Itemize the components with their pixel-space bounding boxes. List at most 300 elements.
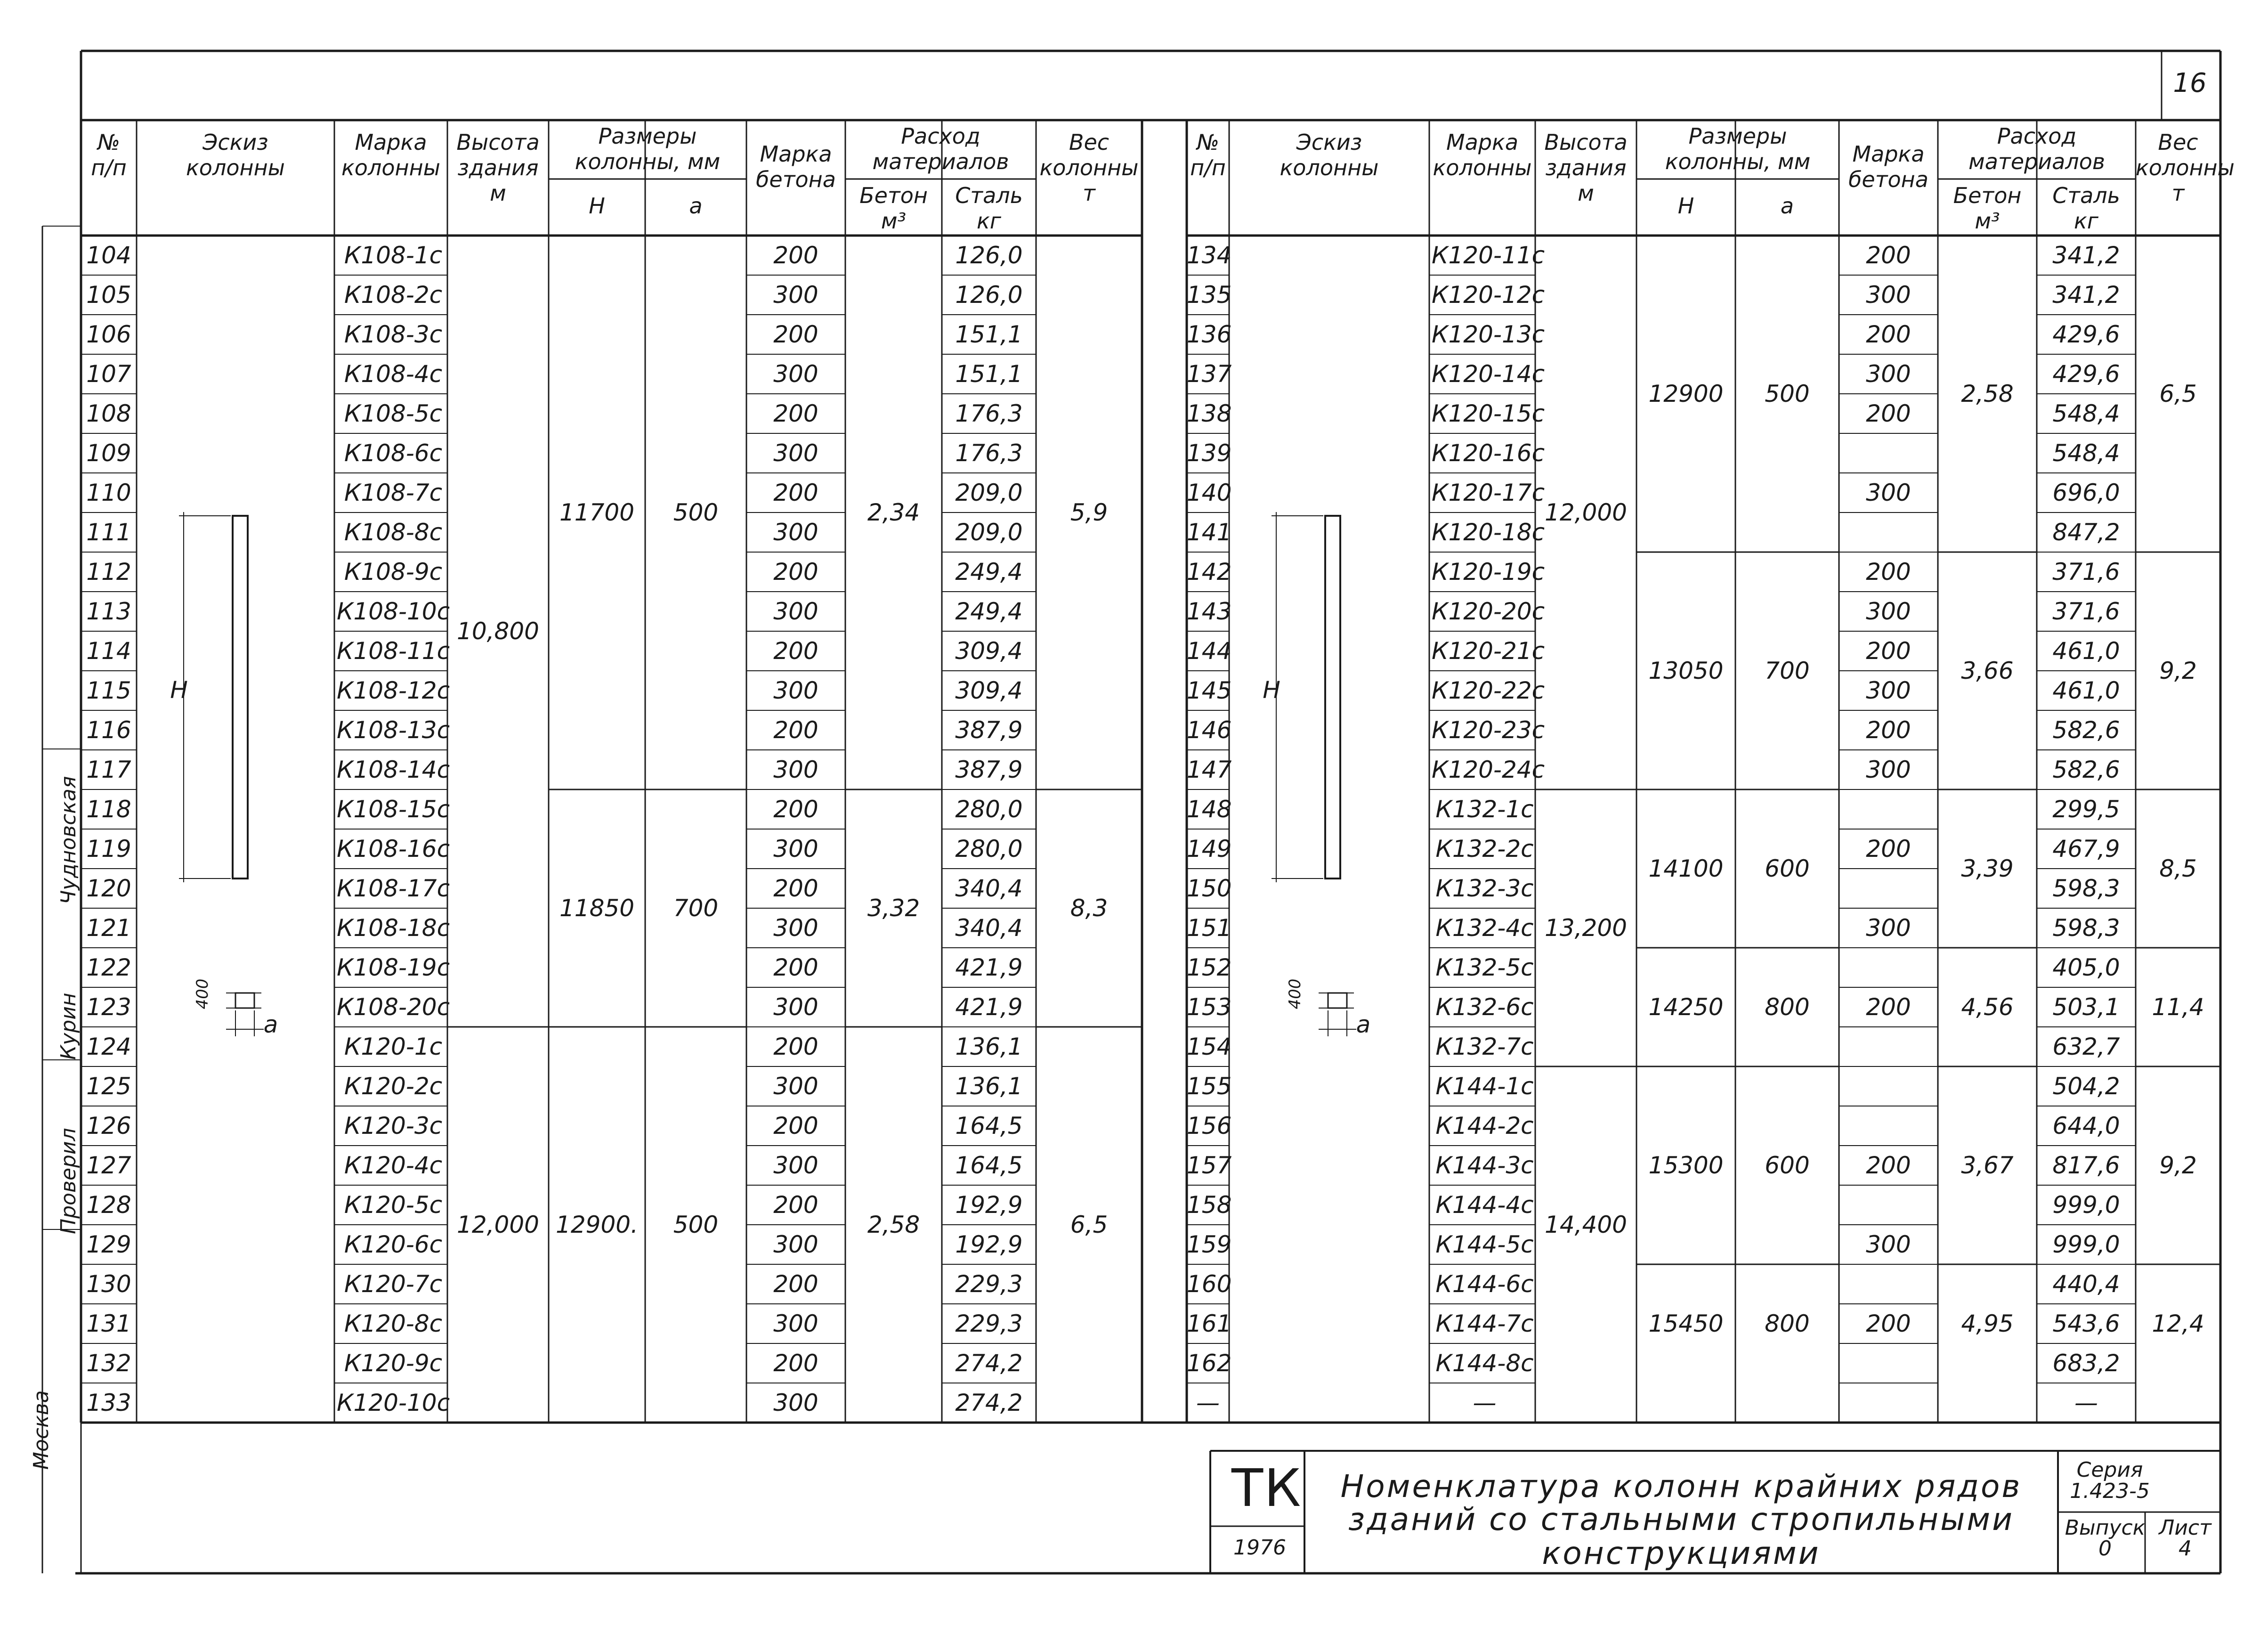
group-H: 14100	[1648, 855, 1724, 882]
row-num: 157	[1187, 1152, 1232, 1179]
row-num: 156	[1187, 1112, 1232, 1139]
row-num: 140	[1187, 479, 1232, 506]
row-mark: К120-21с	[1432, 637, 1545, 665]
row-steel: 461,0	[2052, 637, 2120, 665]
row-concrete-grade: 200	[1866, 242, 1911, 269]
row-steel: 280,0	[955, 796, 1023, 823]
row-steel: 309,4	[955, 677, 1023, 704]
row-steel: 387,9	[955, 716, 1023, 744]
group-a: 700	[1765, 657, 1810, 684]
title-line-3: конструкциями	[1542, 1535, 1821, 1571]
series-label: Серия	[2076, 1458, 2143, 1482]
group-concrete: 3,39	[1961, 855, 2014, 882]
row-num: 116	[86, 716, 131, 744]
row-steel: 429,6	[2052, 360, 2120, 388]
group-concrete: 4,95	[1961, 1310, 2014, 1337]
row-concrete-grade: 200	[1866, 716, 1911, 744]
row-mark: —	[1473, 1389, 1497, 1416]
row-steel: 151,1	[955, 321, 1023, 348]
row-mark: К144-1с	[1435, 1073, 1534, 1100]
column-section	[235, 993, 254, 1008]
row-concrete-grade: 200	[1866, 558, 1911, 586]
row-concrete-grade: 300	[773, 1231, 818, 1258]
group-H: 12900.	[556, 1211, 638, 1238]
group-weight: 9,2	[2159, 1152, 2197, 1179]
header-sizes: Размеры колонны, мм	[575, 123, 721, 174]
row-steel: 249,4	[955, 598, 1023, 625]
row-num: 145	[1187, 677, 1232, 704]
row-steel: 136,1	[955, 1033, 1023, 1060]
group-H: 15450	[1648, 1310, 1724, 1337]
row-mark: К120-12с	[1432, 281, 1545, 309]
row-num: 148	[1187, 796, 1232, 823]
row-steel: 503,1	[2052, 993, 2120, 1021]
row-concrete-grade: 300	[773, 1152, 818, 1179]
header-height: Высота здания м	[456, 130, 540, 206]
row-steel: 582,6	[2052, 756, 2120, 783]
issue-value: 0	[2098, 1537, 2112, 1561]
row-mark: К120-9с	[344, 1350, 443, 1377]
group-concrete: 2,58	[1961, 380, 2014, 407]
row-num: 146	[1187, 716, 1232, 744]
row-steel: 341,2	[2052, 242, 2120, 269]
row-concrete-grade: 200	[1866, 321, 1911, 348]
row-num: —	[1196, 1389, 1220, 1416]
tk-stamp: ТК	[1231, 1458, 1302, 1518]
row-steel: 341,2	[2052, 281, 2120, 309]
row-mark: К120-11с	[1432, 242, 1545, 269]
row-num: 150	[1187, 875, 1232, 902]
header-mark: Марка колонны	[341, 130, 440, 180]
row-num: 160	[1187, 1270, 1232, 1298]
group-concrete: 3,66	[1961, 657, 2014, 684]
row-num: 158	[1187, 1191, 1232, 1219]
sheet-number: 16	[2173, 68, 2207, 98]
row-num: 115	[86, 677, 131, 704]
row-num: 130	[86, 1270, 131, 1298]
header-steel: Сталь кг	[955, 183, 1023, 234]
row-steel: 176,3	[955, 400, 1023, 427]
header-concrete: Бетон м³	[859, 183, 928, 234]
group-a: 500	[673, 499, 719, 526]
row-num: 119	[86, 835, 131, 862]
dim-label-400: 400	[1286, 978, 1304, 1009]
group-H: 14250	[1648, 993, 1724, 1021]
row-steel: 696,0	[2052, 479, 2120, 506]
row-concrete-grade: 200	[1866, 400, 1911, 427]
group-weight: 8,5	[2159, 855, 2197, 882]
group-a: 800	[1765, 1310, 1810, 1337]
row-mark: К108-18с	[337, 914, 450, 942]
row-concrete-grade: 200	[773, 875, 818, 902]
series-value: 1.423-5	[2070, 1479, 2150, 1503]
header-consumption: Расход материалов	[1968, 123, 2105, 174]
row-mark: К144-2с	[1435, 1112, 1534, 1139]
column-sketch	[233, 516, 248, 879]
row-mark: К144-3с	[1435, 1152, 1534, 1179]
row-mark: К108-20с	[337, 993, 450, 1021]
row-num: 139	[1187, 439, 1232, 467]
row-num: 108	[86, 400, 131, 427]
row-mark: К120-7с	[344, 1270, 443, 1298]
row-concrete-grade: 300	[1866, 598, 1911, 625]
row-num: 143	[1187, 598, 1232, 625]
row-concrete-grade: 300	[1866, 281, 1911, 309]
row-concrete-grade: 200	[773, 1270, 818, 1298]
row-concrete-grade: 300	[773, 1389, 818, 1416]
group-a: 700	[673, 895, 719, 922]
row-steel: 999,0	[2052, 1231, 2120, 1258]
row-concrete-grade: 200	[773, 796, 818, 823]
group-a: 800	[1765, 993, 1810, 1021]
row-num: 161	[1187, 1310, 1232, 1337]
row-concrete-grade: 200	[773, 637, 818, 665]
row-steel: 548,4	[2052, 400, 2120, 427]
row-num: 125	[86, 1073, 131, 1100]
row-num: 134	[1187, 242, 1232, 269]
row-steel: 421,9	[955, 954, 1023, 981]
row-num: 129	[86, 1231, 131, 1258]
row-steel: 340,4	[955, 875, 1023, 902]
row-concrete-grade: 300	[773, 756, 818, 783]
header-concrete-grade: Марка бетона	[756, 141, 836, 192]
group-weight: 9,2	[2159, 657, 2197, 684]
issue-label: Выпуск	[2065, 1516, 2146, 1540]
group-height: 14,400	[1545, 1211, 1627, 1238]
row-steel: 543,6	[2052, 1310, 2120, 1337]
row-steel: 126,0	[955, 281, 1023, 309]
row-mark: К120-24с	[1432, 756, 1545, 783]
row-concrete-grade: 300	[773, 1073, 818, 1100]
row-steel: 598,3	[2052, 914, 2120, 942]
row-concrete-grade: 300	[1866, 479, 1911, 506]
group-weight: 11,4	[2152, 993, 2204, 1021]
row-mark: К120-13с	[1432, 321, 1545, 348]
row-num: 121	[86, 914, 131, 942]
row-mark: К108-16с	[337, 835, 450, 862]
row-num: 122	[86, 954, 131, 981]
group-a: 600	[1765, 1152, 1810, 1179]
row-num: 151	[1187, 914, 1232, 942]
group-weight: 6,5	[2159, 380, 2197, 407]
row-steel: 598,3	[2052, 875, 2120, 902]
row-mark: К108-7с	[344, 479, 443, 506]
row-num: 153	[1187, 993, 1232, 1021]
row-mark: К132-6с	[1435, 993, 1534, 1021]
row-num: 109	[86, 439, 131, 467]
row-steel: 421,9	[955, 993, 1023, 1021]
row-steel: 164,5	[955, 1112, 1023, 1139]
row-mark: К120-5с	[344, 1191, 443, 1219]
row-concrete-grade: 200	[773, 479, 818, 506]
group-height: 12,000	[457, 1211, 539, 1238]
row-steel: —	[2074, 1389, 2098, 1416]
column-sketch	[1325, 516, 1340, 879]
row-mark: К120-16с	[1432, 439, 1545, 467]
group-weight: 5,9	[1070, 499, 1108, 526]
row-steel: 405,0	[2052, 954, 2120, 981]
row-mark: К108-9с	[344, 558, 443, 586]
row-steel: 467,9	[2052, 835, 2120, 862]
row-steel: 999,0	[2052, 1191, 2120, 1219]
row-steel: 440,4	[2052, 1270, 2120, 1298]
row-concrete-grade: 300	[773, 993, 818, 1021]
row-concrete-grade: 300	[773, 835, 818, 862]
row-concrete-grade: 300	[773, 1310, 818, 1337]
row-steel: 632,7	[2052, 1033, 2120, 1060]
dim-label-a: a	[1356, 1011, 1371, 1038]
row-num: 135	[1187, 281, 1232, 309]
group-concrete: 4,56	[1961, 993, 2014, 1021]
group-weight: 8,3	[1070, 895, 1108, 922]
row-mark: К144-6с	[1435, 1270, 1534, 1298]
row-num: 123	[86, 993, 131, 1021]
header-weight: Вес колонны т	[1039, 130, 1139, 206]
row-num: 138	[1187, 400, 1232, 427]
header-concrete: Бетон м³	[1953, 183, 2022, 234]
row-steel: 126,0	[955, 242, 1023, 269]
row-concrete-grade: 200	[773, 1033, 818, 1060]
row-steel: 192,9	[955, 1231, 1023, 1258]
row-concrete-grade: 300	[1866, 677, 1911, 704]
row-steel: 582,6	[2052, 716, 2120, 744]
row-mark: К108-3с	[344, 321, 443, 348]
row-mark: К132-7с	[1435, 1033, 1534, 1060]
row-concrete-grade: 200	[1866, 993, 1911, 1021]
header-a: a	[1780, 193, 1794, 219]
header-H: H	[1677, 193, 1694, 219]
row-num: 136	[1187, 321, 1232, 348]
row-mark: К120-23с	[1432, 716, 1545, 744]
group-H: 11700	[559, 499, 635, 526]
row-num: 162	[1187, 1350, 1232, 1377]
row-concrete-grade: 200	[773, 1350, 818, 1377]
row-steel: 229,3	[955, 1310, 1023, 1337]
group-height: 12,000	[1545, 499, 1627, 526]
row-num: 112	[86, 558, 131, 586]
row-steel: 817,6	[2052, 1152, 2120, 1179]
group-concrete: 3,67	[1961, 1152, 2014, 1179]
group-a: 500	[673, 1211, 719, 1238]
header-mark: Марка колонны	[1433, 130, 1532, 180]
row-concrete-grade: 200	[773, 1112, 818, 1139]
row-concrete-grade: 300	[773, 281, 818, 309]
row-num: 105	[86, 281, 131, 309]
row-num: 141	[1187, 519, 1232, 546]
row-num: 117	[86, 756, 131, 783]
row-num: 137	[1187, 360, 1232, 388]
row-steel: 229,3	[955, 1270, 1023, 1298]
row-mark: К108-6с	[344, 439, 443, 467]
row-steel: 340,4	[955, 914, 1023, 942]
sheet-value: 4	[2179, 1537, 2192, 1561]
row-concrete-grade: 200	[773, 1191, 818, 1219]
row-num: 159	[1187, 1231, 1232, 1258]
group-H: 12900	[1648, 380, 1724, 407]
row-num: 126	[86, 1112, 131, 1139]
group-concrete: 2,34	[867, 499, 920, 526]
row-steel: 249,4	[955, 558, 1023, 586]
row-num: 128	[86, 1191, 131, 1219]
header-num: № п/п	[1190, 130, 1226, 180]
row-steel: 209,0	[955, 519, 1023, 546]
row-concrete-grade: 200	[773, 242, 818, 269]
group-H: 13050	[1648, 657, 1724, 684]
row-num: 104	[86, 242, 131, 269]
row-num: 152	[1187, 954, 1232, 981]
header-concrete-grade: Марка бетона	[1848, 141, 1928, 192]
group-H: 15300	[1648, 1152, 1724, 1179]
row-mark: К132-5с	[1435, 954, 1534, 981]
row-steel: 548,4	[2052, 439, 2120, 467]
row-mark: К108-1с	[344, 242, 443, 269]
row-num: 118	[86, 796, 131, 823]
group-a: 500	[1765, 380, 1810, 407]
row-mark: К108-12с	[337, 677, 450, 704]
row-concrete-grade: 300	[773, 519, 818, 546]
row-mark: К120-17с	[1432, 479, 1545, 506]
row-mark: К120-15с	[1432, 400, 1545, 427]
row-steel: 280,0	[955, 835, 1023, 862]
row-mark: К120-2с	[344, 1073, 443, 1100]
row-mark: К108-15с	[337, 796, 450, 823]
row-mark: К120-19с	[1432, 558, 1545, 586]
row-mark: К132-4с	[1435, 914, 1534, 942]
row-mark: К132-2с	[1435, 835, 1534, 862]
row-mark: К120-3с	[344, 1112, 443, 1139]
row-mark: К108-10с	[337, 598, 450, 625]
row-mark: К120-4с	[344, 1152, 443, 1179]
group-concrete: 3,32	[867, 895, 920, 922]
row-num: 127	[86, 1152, 131, 1179]
row-num: 132	[86, 1350, 131, 1377]
row-concrete-grade: 300	[773, 360, 818, 388]
dim-label-400: 400	[193, 978, 212, 1009]
row-mark: К144-7с	[1435, 1310, 1534, 1337]
header-num: № п/п	[91, 130, 127, 180]
row-steel: 299,5	[2052, 796, 2120, 823]
row-steel: 504,2	[2052, 1073, 2120, 1100]
header-height: Высота здания м	[1544, 130, 1628, 206]
row-mark: К108-11с	[337, 637, 450, 665]
row-concrete-grade: 300	[1866, 756, 1911, 783]
row-concrete-grade: 300	[773, 914, 818, 942]
row-num: 124	[86, 1033, 131, 1060]
row-mark: К120-18с	[1432, 519, 1545, 546]
margin-stamp-chudnovskaya: Чудновская	[57, 776, 81, 904]
row-num: 106	[86, 321, 131, 348]
row-mark: К120-8с	[344, 1310, 443, 1337]
row-steel: 847,2	[2052, 519, 2120, 546]
row-concrete-grade: 200	[773, 954, 818, 981]
row-mark: К108-13с	[337, 716, 450, 744]
row-concrete-grade: 200	[1866, 1152, 1911, 1179]
row-concrete-grade: 200	[1866, 1310, 1911, 1337]
row-concrete-grade: 200	[773, 716, 818, 744]
margin-stamp-checked: Проверил	[57, 1128, 81, 1234]
sheet-label: Лист	[2159, 1516, 2211, 1540]
year-label: 1976	[1233, 1536, 1286, 1560]
row-mark: К108-2с	[344, 281, 443, 309]
row-num: 133	[86, 1389, 131, 1416]
dim-label-a: a	[263, 1011, 278, 1038]
title-line-2: зданий со стальными стропильными	[1348, 1501, 2014, 1538]
row-mark: К132-1с	[1435, 796, 1534, 823]
row-concrete-grade: 300	[1866, 914, 1911, 942]
row-num: 107	[86, 360, 131, 388]
row-mark: К108-8с	[344, 519, 443, 546]
row-mark: К120-1с	[344, 1033, 443, 1060]
row-concrete-grade: 300	[1866, 1231, 1911, 1258]
row-steel: 164,5	[955, 1152, 1023, 1179]
row-steel: 309,4	[955, 637, 1023, 665]
row-steel: 151,1	[955, 360, 1023, 388]
row-mark: К108-17с	[337, 875, 450, 902]
row-num: 111	[86, 519, 131, 546]
header-a: a	[689, 193, 703, 219]
header-steel: Сталь кг	[2052, 183, 2120, 234]
header-sizes: Размеры колонны, мм	[1665, 123, 1811, 174]
group-height: 10,800	[457, 618, 539, 645]
dim-label-H: H	[1263, 676, 1280, 704]
row-concrete-grade: 200	[1866, 637, 1911, 665]
row-steel: 274,2	[955, 1389, 1023, 1416]
row-steel: 683,2	[2052, 1350, 2120, 1377]
row-num: 113	[86, 598, 131, 625]
row-concrete-grade: 200	[773, 558, 818, 586]
row-steel: 429,6	[2052, 321, 2120, 348]
dim-label-H: H	[170, 676, 188, 704]
margin-stamp-moscow: Москва	[29, 1390, 53, 1470]
row-steel: 644,0	[2052, 1112, 2120, 1139]
row-num: 144	[1187, 637, 1232, 665]
header-weight: Вес колонны т	[2136, 130, 2235, 206]
margin-stamp-kurin: Курин	[57, 992, 81, 1060]
group-H: 11850	[559, 895, 635, 922]
row-mark: К108-19с	[337, 954, 450, 981]
row-steel: 209,0	[955, 479, 1023, 506]
row-num: 147	[1187, 756, 1232, 783]
row-mark: К120-22с	[1432, 677, 1545, 704]
group-a: 600	[1765, 855, 1810, 882]
row-num: 155	[1187, 1073, 1232, 1100]
row-steel: 136,1	[955, 1073, 1023, 1100]
row-concrete-grade: 200	[773, 321, 818, 348]
row-mark: К144-8с	[1435, 1350, 1534, 1377]
group-weight: 6,5	[1070, 1211, 1108, 1238]
row-mark: К120-14с	[1432, 360, 1545, 388]
row-mark: К120-10с	[337, 1389, 450, 1416]
row-concrete-grade: 300	[1866, 360, 1911, 388]
header-H: H	[589, 193, 605, 219]
row-steel: 192,9	[955, 1191, 1023, 1219]
row-mark: К108-4с	[344, 360, 443, 388]
row-concrete-grade: 300	[773, 598, 818, 625]
row-steel: 387,9	[955, 756, 1023, 783]
row-num: 149	[1187, 835, 1232, 862]
row-mark: К144-5с	[1435, 1231, 1534, 1258]
row-mark: К120-6с	[344, 1231, 443, 1258]
row-concrete-grade: 300	[773, 439, 818, 467]
row-mark: К108-5с	[344, 400, 443, 427]
group-concrete: 2,58	[867, 1211, 920, 1238]
header-consumption: Расход материалов	[872, 123, 1009, 174]
title-line-1: Номенклатура колонн крайних рядов	[1340, 1468, 2022, 1505]
row-concrete-grade: 200	[1866, 835, 1911, 862]
row-concrete-grade: 300	[773, 677, 818, 704]
row-num: 131	[86, 1310, 131, 1337]
row-num: 142	[1187, 558, 1232, 586]
